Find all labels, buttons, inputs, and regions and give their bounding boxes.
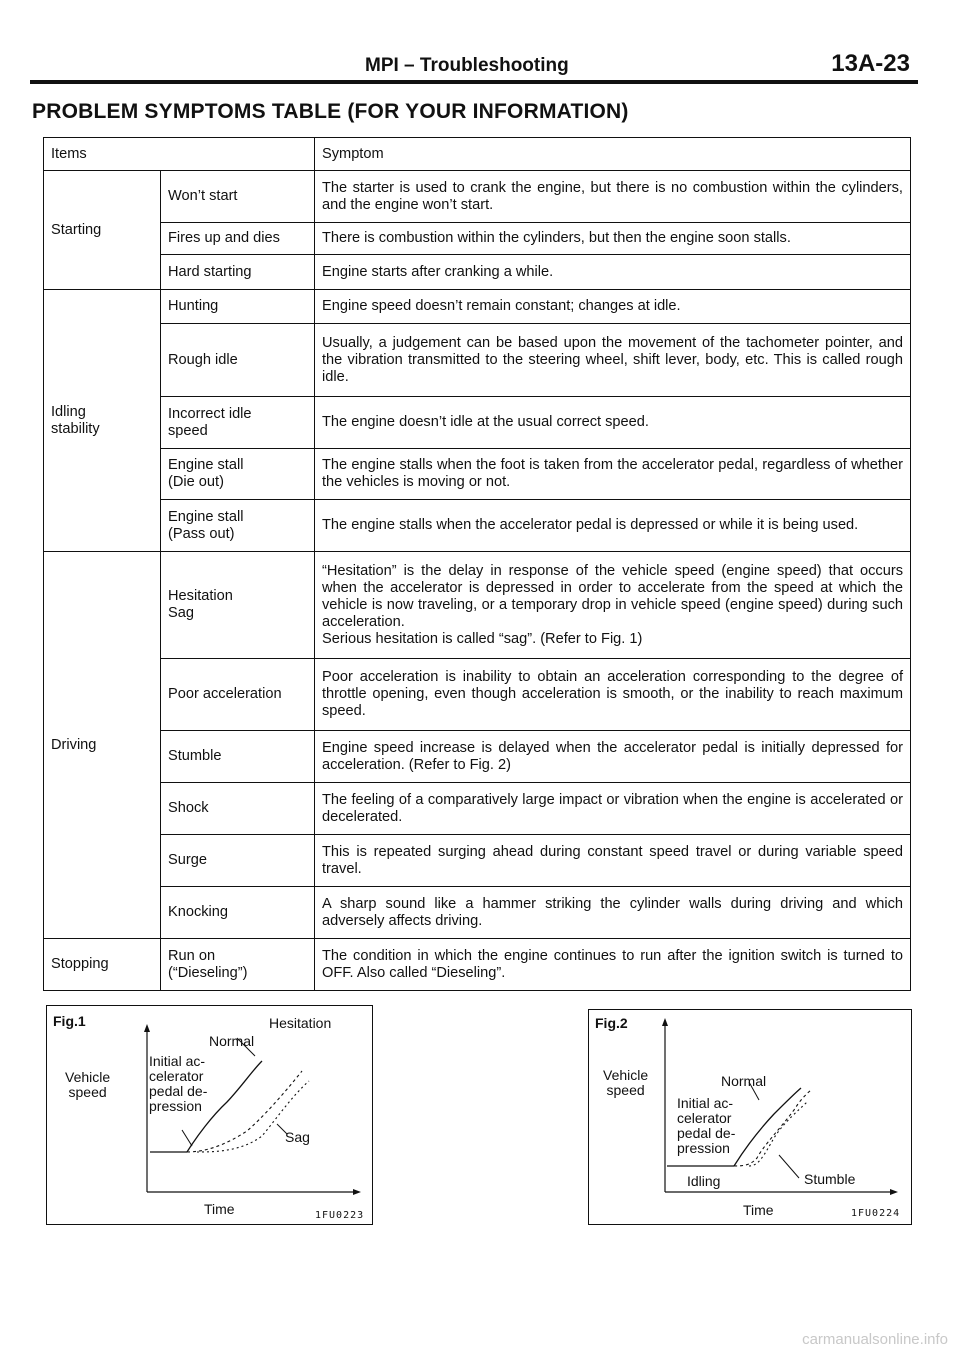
figure-2-diagram xyxy=(589,1010,911,1224)
item-label: Incorrect idle speed xyxy=(161,397,315,449)
group-driving: Driving xyxy=(44,552,161,939)
group-stopping: Stopping xyxy=(44,939,161,991)
table-row xyxy=(44,659,911,731)
figure-2-label: Fig.2 xyxy=(595,1015,628,1031)
figure-2-y-label: Vehicle speed xyxy=(603,1067,649,1098)
figure-1-pedal-label: Initial ac- celerator pedal de- pression xyxy=(149,1053,208,1114)
figure-1-hesitation-label: Hesitation xyxy=(269,1015,332,1031)
page-heading: PROBLEM SYMPTOMS TABLE (FOR YOUR INFORMATION) xyxy=(32,100,629,123)
group-idling: Idling stability xyxy=(44,290,161,552)
figure-2-pedal-label: Initial ac- celerator pedal de- pression xyxy=(677,1095,736,1156)
figure-2-stumble-label: Stumble xyxy=(804,1171,856,1187)
table-row xyxy=(44,939,911,991)
table-row xyxy=(44,290,911,324)
col-symptom: Symptom xyxy=(315,138,911,171)
table-row xyxy=(44,783,911,835)
page-number: 13A-23 xyxy=(831,50,910,77)
figure-1-normal-label: Normal xyxy=(209,1033,255,1049)
item-desc: Engine speed increase is delayed when the accelerator pedal is initially depressed for acceleration. (Refer to Fig. 2) xyxy=(315,731,911,783)
item-label: Knocking xyxy=(161,887,315,939)
table-row xyxy=(44,500,911,552)
item-label: Stumble xyxy=(161,731,315,783)
table-header-row xyxy=(44,138,911,171)
figure-1 xyxy=(46,1005,373,1225)
item-desc: A sharp sound like a hammer striking the cylinder walls during driving and which adversely affects driving. xyxy=(315,887,911,939)
item-desc: “Hesitation” is the delay in response of the vehicle speed (engine speed) that occurs when the accelerator is depressed in order to accelerate from the speed at which the vehicle is now traveling, or a temporary drop in vehicle speed (engine speed) during such acceleration. Serious hesitation is called “sag”. (Refer to Fig. 1) xyxy=(315,552,911,659)
table-row xyxy=(44,731,911,783)
figure-1-x-label: Time xyxy=(204,1201,235,1217)
figure-2 xyxy=(588,1009,912,1225)
item-label: Hard starting xyxy=(161,255,315,290)
watermark: carmanualsonline.info xyxy=(802,1331,948,1348)
table-row xyxy=(44,835,911,887)
figure-2-idling-label: Idling xyxy=(687,1173,721,1189)
figure-2-x-label: Time xyxy=(743,1202,774,1218)
section-title: MPI – Troubleshooting xyxy=(365,55,569,76)
item-desc: The feeling of a comparatively large impact or vibration when the engine is accelerated or decelerated. xyxy=(315,783,911,835)
page-header xyxy=(30,52,918,84)
figure-2-normal-label: Normal xyxy=(721,1073,767,1089)
group-starting: Starting xyxy=(44,171,161,290)
item-desc: Engine speed doesn’t remain constant; changes at idle. xyxy=(315,290,911,324)
item-desc: This is repeated surging ahead during constant speed travel or during variable speed travel. xyxy=(315,835,911,887)
item-label: Hesitation Sag xyxy=(161,552,315,659)
figure-2-code: 1FU0224 xyxy=(851,1208,901,1219)
table-row xyxy=(44,887,911,939)
item-label: Rough idle xyxy=(161,324,315,397)
item-desc: Poor acceleration is inability to obtain an acceleration corresponding to the degree of throttle opening, even though acceleration is smooth, or the inability to reach maximum speed. xyxy=(315,659,911,731)
item-desc: Engine starts after cranking a while. xyxy=(315,255,911,290)
table-row xyxy=(44,449,911,500)
item-label: Hunting xyxy=(161,290,315,324)
item-desc: The engine stalls when the accelerator pedal is depressed or while it is being used. xyxy=(315,500,911,552)
table-row xyxy=(44,223,911,255)
item-desc: The engine stalls when the foot is taken from the accelerator pedal, regardless of whether the vehicles is moving or not. xyxy=(315,449,911,500)
item-label: Engine stall (Pass out) xyxy=(161,500,315,552)
figure-1-label: Fig.1 xyxy=(53,1013,86,1029)
item-desc: The condition in which the engine continues to run after the ignition switch is turned to OFF. Also called “Dieseling”. xyxy=(315,939,911,991)
table-row xyxy=(44,552,911,659)
item-label: Run on (“Dieseling”) xyxy=(161,939,315,991)
table-row xyxy=(44,397,911,449)
item-label: Fires up and dies xyxy=(161,223,315,255)
item-label: Surge xyxy=(161,835,315,887)
figure-1-y-label: Vehicle speed xyxy=(65,1069,111,1100)
item-desc: Usually, a judgement can be based upon the movement of the tachometer pointer, and the vibration transmitted to the steering wheel, shift lever, body, etc. This is called rough idle. xyxy=(315,324,911,397)
problem-symptoms-table xyxy=(43,137,911,991)
table-row xyxy=(44,255,911,290)
col-items: Items xyxy=(44,138,315,171)
item-desc: The starter is used to crank the engine, but there is no combustion within the cylinders, and the engine won’t start. xyxy=(315,171,911,223)
item-desc: There is combustion within the cylinders, but then the engine soon stalls. xyxy=(315,223,911,255)
table-row xyxy=(44,171,911,223)
figure-1-code: 1FU0223 xyxy=(315,1210,365,1221)
figure-1-sag-label: Sag xyxy=(285,1129,310,1145)
item-desc: The engine doesn’t idle at the usual correct speed. xyxy=(315,397,911,449)
item-label: Shock xyxy=(161,783,315,835)
table-row xyxy=(44,324,911,397)
item-label: Won’t start xyxy=(161,171,315,223)
item-label: Engine stall (Die out) xyxy=(161,449,315,500)
item-label: Poor acceleration xyxy=(161,659,315,731)
